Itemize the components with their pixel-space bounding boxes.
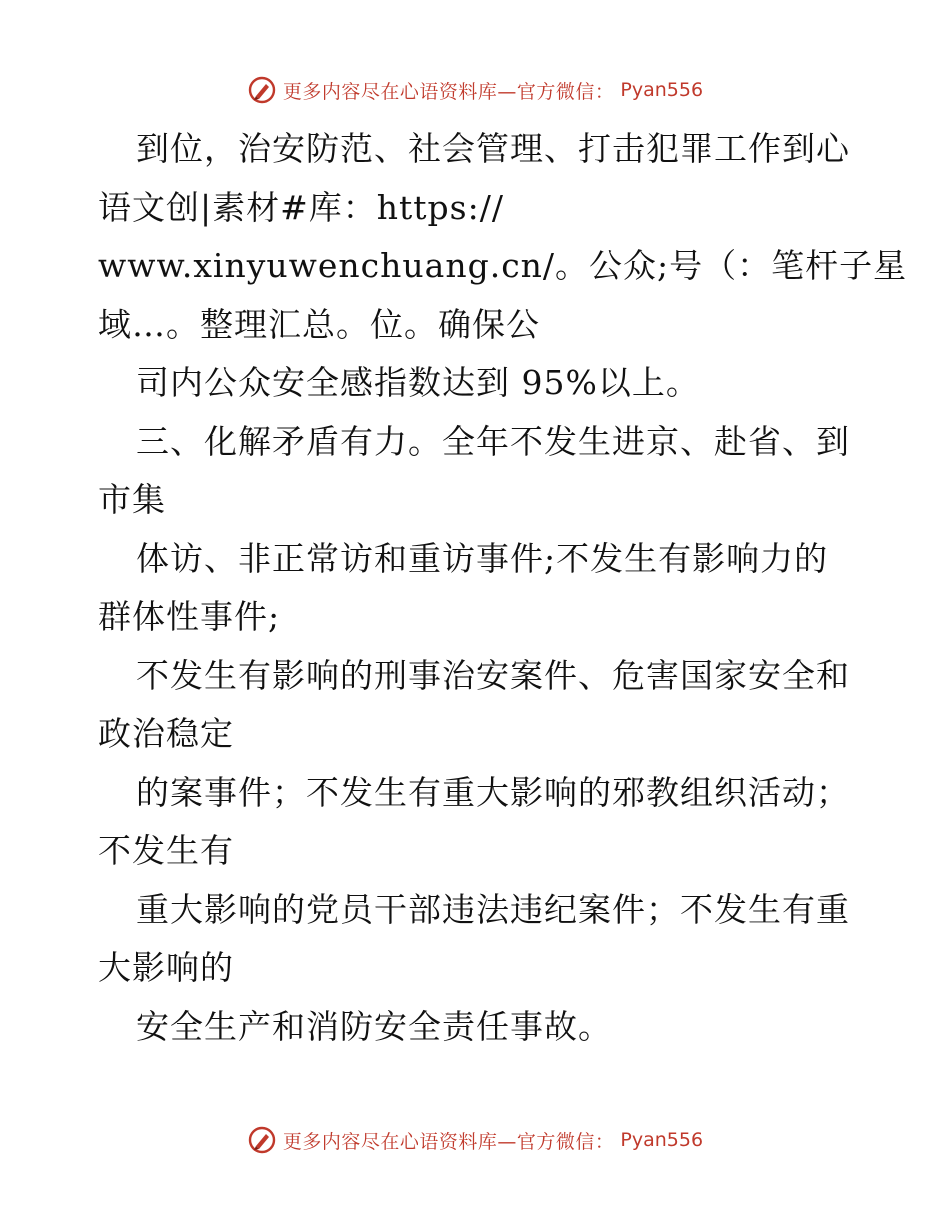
text-line: 重大影响的党员干部违法违纪案件；不发生有重 — [136, 889, 850, 929]
text-line: 司内公众安全感指数达到 95%以上。 — [136, 363, 700, 402]
banner-wechat-id: Pyan556 — [620, 1129, 704, 1151]
text-line: 的案事件；不发生有重大影响的邪教组织活动； — [136, 772, 850, 812]
text-line: 大影响的 — [98, 948, 234, 987]
text-line: www.xinyuwenchuang.cn/。公众;号（：笔杆子星 — [98, 246, 908, 285]
text-line: 三、化解矛盾有力。全年不发生进京、赴省、到 — [136, 421, 850, 461]
text-line: 域…。整理汇总。位。确保公 — [98, 304, 540, 344]
document-body — [98, 120, 908, 1056]
text-line: 体访、非正常访和重访事件;不发生有影响力的 — [136, 538, 829, 578]
pen-logo-icon — [247, 1125, 277, 1155]
banner-text: 更多内容尽在心语资料库—官方微信： — [282, 80, 615, 103]
header-banner — [0, 70, 950, 110]
footer-banner — [0, 1120, 950, 1160]
text-line: 群体性事件; — [98, 597, 281, 636]
text-line: 到位，治安防范、社会管理、打击犯罪工作到心 — [136, 129, 850, 168]
text-line: 语文创|素材#库：https:// — [98, 187, 504, 227]
text-line: 不发生有影响的刑事治安案件、危害国家安全和 — [136, 655, 850, 695]
banner-wechat-id: Pyan556 — [620, 79, 704, 101]
pen-logo-icon — [247, 75, 277, 105]
banner-text: 更多内容尽在心语资料库—官方微信： — [282, 1130, 615, 1153]
text-line: 市集 — [98, 480, 166, 519]
text-line: 政治稳定 — [98, 714, 234, 753]
text-line: 安全生产和消防安全责任事故。 — [136, 1006, 612, 1046]
text-line: 不发生有 — [98, 831, 234, 870]
